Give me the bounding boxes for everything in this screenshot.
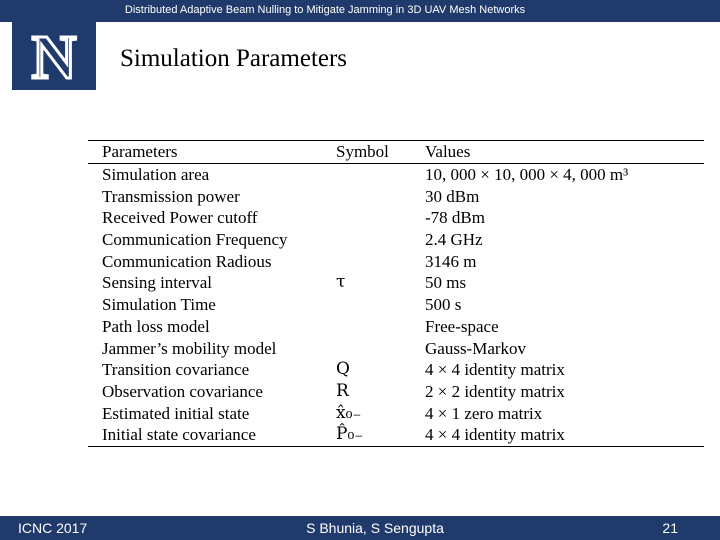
table-row <box>88 163 704 185</box>
value-cell: 10, 000 × 10, 000 × 4, 000 m³ <box>425 165 629 185</box>
table-row <box>88 381 704 403</box>
parameter-cell: Initial state covariance <box>102 425 256 445</box>
conference-label: ICNC 2017 <box>18 520 88 536</box>
value-cell: -78 dBm <box>425 208 485 228</box>
page-number: 21 <box>662 520 678 536</box>
header-values: Values <box>425 142 471 162</box>
parameter-cell: Observation covariance <box>102 381 263 401</box>
table-row <box>88 185 704 207</box>
footer-bar <box>0 516 720 540</box>
table-row <box>88 294 704 316</box>
table-header-row <box>88 141 704 164</box>
table-row <box>88 229 704 251</box>
value-cell: 4 × 1 zero matrix <box>425 403 543 423</box>
value-cell: 4 × 4 identity matrix <box>425 360 565 380</box>
university-logo <box>12 22 96 90</box>
parameter-cell: Jammer’s mobility model <box>102 338 277 358</box>
parameters-table <box>88 140 704 447</box>
symbol-cell <box>322 163 411 185</box>
value-cell: 2.4 GHz <box>425 230 483 250</box>
symbol-cell: τ <box>336 272 346 293</box>
table-row <box>88 359 704 381</box>
authors-label: S Bhunia, S Sengupta <box>306 520 444 536</box>
value-cell: 30 dBm <box>425 186 480 206</box>
symbol-cell <box>322 250 411 272</box>
symbol-cell: P̂₀₋ <box>336 424 364 445</box>
parameter-cell: Communication Radious <box>102 251 272 271</box>
symbol-cell <box>322 294 411 316</box>
parameter-cell: Simulation Time <box>102 295 216 315</box>
symbol-cell: x̂₀₋ <box>336 402 362 423</box>
table-row <box>88 250 704 272</box>
parameter-cell: Communication Frequency <box>102 230 288 250</box>
header-bar <box>0 0 720 22</box>
symbol-cell <box>322 337 411 359</box>
symbol-cell <box>322 316 411 338</box>
header-parameters: Parameters <box>102 142 178 162</box>
parameter-cell: Transition covariance <box>102 360 250 380</box>
symbol-cell <box>322 207 411 229</box>
table-row <box>88 207 704 229</box>
symbol-cell: Q <box>336 359 350 380</box>
symbol-cell <box>322 229 411 251</box>
parameter-cell: Transmission power <box>102 186 240 206</box>
symbol-cell <box>322 185 411 207</box>
value-cell: 2 × 2 identity matrix <box>425 381 565 401</box>
symbol-cell: R <box>336 380 349 401</box>
header-symbol: Symbol <box>336 142 389 162</box>
parameter-cell: Path loss model <box>102 316 210 336</box>
value-cell: Gauss-Markov <box>425 338 527 358</box>
table-row <box>88 316 704 338</box>
value-cell: 50 ms <box>425 273 467 293</box>
value-cell: 500 s <box>425 295 462 315</box>
value-cell: 4 × 4 identity matrix <box>425 425 565 445</box>
table-row <box>88 272 704 294</box>
presentation-title: Distributed Adaptive Beam Nulling to Mitigate Jamming in 3D UAV Mesh Networks <box>124 4 526 16</box>
value-cell: 3146 m <box>425 251 477 271</box>
slide-title: Simulation Parameters <box>120 45 348 72</box>
logo-letter: N <box>31 24 77 90</box>
value-cell: Free-space <box>425 316 499 336</box>
table-row <box>88 337 704 359</box>
table-row <box>88 424 704 446</box>
parameter-cell: Simulation area <box>102 165 210 185</box>
parameter-cell: Estimated initial state <box>102 403 250 423</box>
parameter-cell: Sensing interval <box>102 273 213 293</box>
table-row <box>88 402 704 424</box>
parameter-cell: Received Power cutoff <box>102 208 258 228</box>
